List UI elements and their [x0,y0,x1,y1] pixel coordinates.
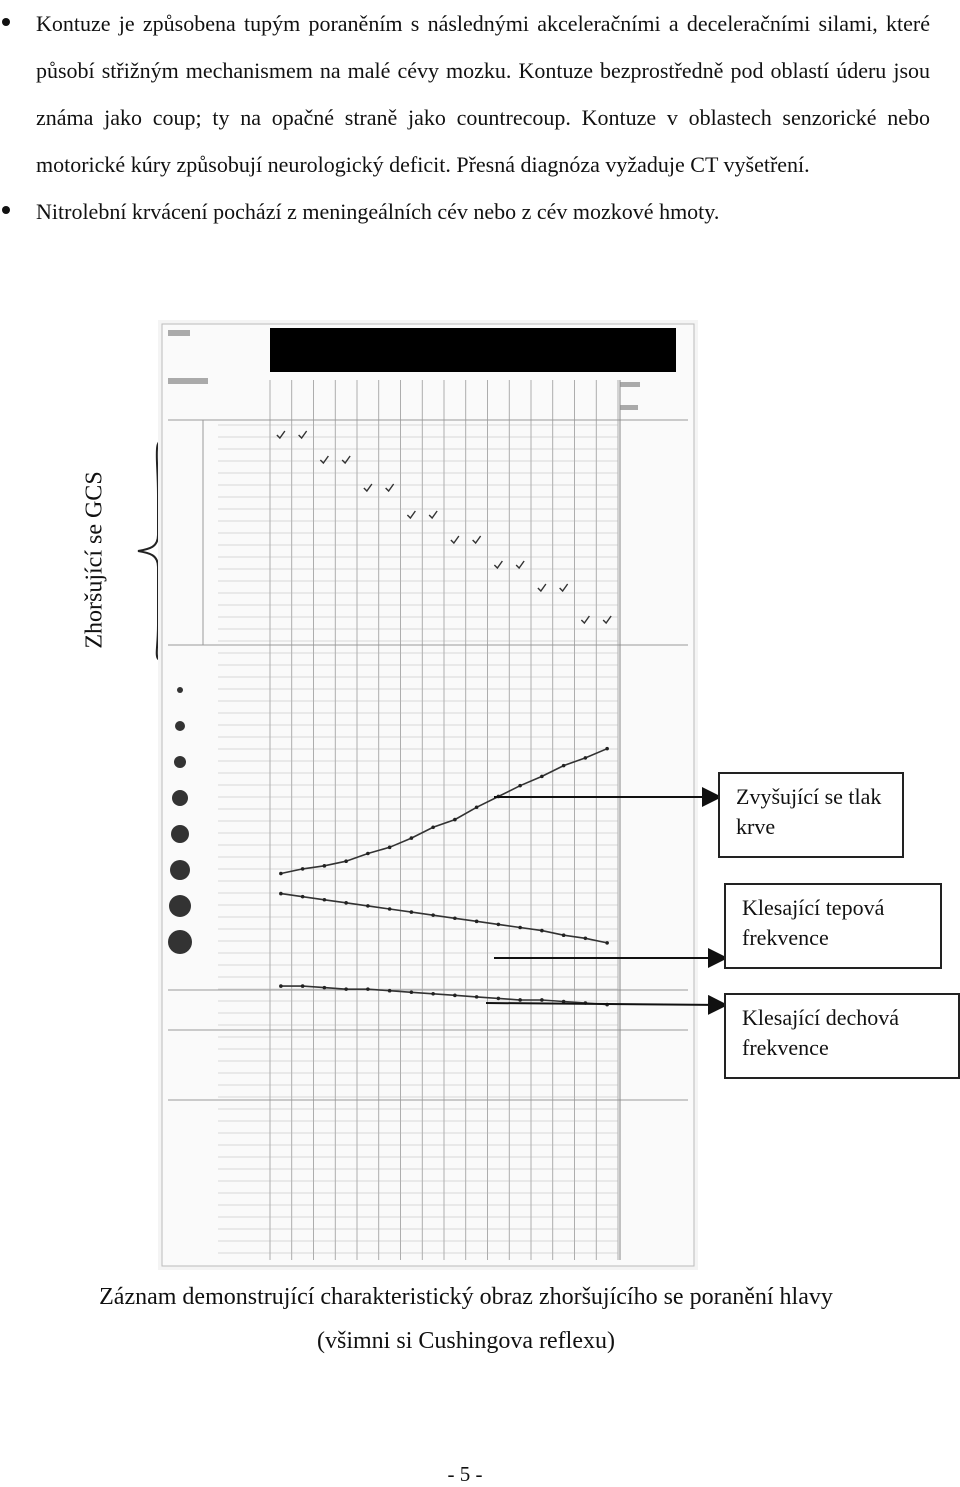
figure-caption-line2: (všimni si Cushingova reflexu) [317,1328,615,1354]
arrow-resp [486,1003,724,1005]
callout-pulse: Klesající tepová frekvence [724,883,942,969]
bullet-text: Kontuze je způsobena tupým poraněním s následnými akceleračními a deceleračními silami, které působí střižným mechanismem na malé cévy mozku. Kontuze bezprostředně pod oblastí úderu jsou známa jako coup; ty na opačné straně jako countrecoup. Kontuze v oblastech senzorické nebo motorické kúry způsobují neurologický deficit. Přesná diagnóza vyžaduje CT vyšetření. [36,11,930,177]
page-number: - 5 - [447,1462,483,1486]
figure-caption-line1: Záznam demonstrující charakteristický obraz zhoršujícího se poranění hlavy [99,1284,833,1310]
bullet-text: Nitrolební krvácení pochází z meningeálních cév nebo z cév mozkové hmoty. [36,199,720,224]
callout-blood-pressure: Zvyšující se tlak krve [718,772,904,858]
gcs-side-label-text: Zhoršující se GCS [81,471,108,649]
callout-respiration: Klesající dechová frekvence [724,993,960,1079]
